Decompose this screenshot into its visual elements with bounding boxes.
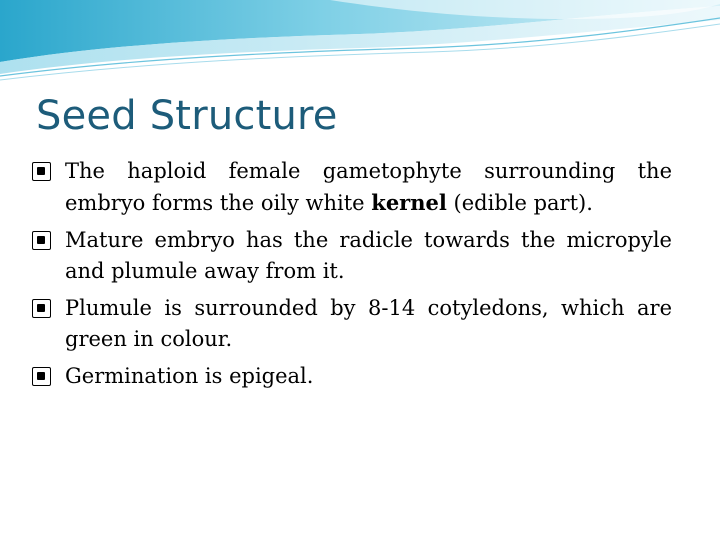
- missing-glyph-box-icon: [32, 299, 51, 318]
- bullet-item: [32, 225, 672, 287]
- missing-glyph-box-icon: [32, 367, 51, 386]
- bullet-text: Mature embryo has the radicle towards the micropyle and plumule away from it.: [65, 228, 672, 283]
- header-wave-decoration: [0, 0, 720, 90]
- bullet-list: [32, 156, 672, 392]
- bullet-emphasis: kernel: [371, 190, 447, 215]
- bullet-text: Plumule is surrounded by 8-14 cotyledons, which are green in colour.: [65, 296, 672, 351]
- bullet-text: (edible part).: [446, 191, 593, 215]
- bullet-item: [32, 156, 672, 219]
- bullet-item: [32, 293, 672, 355]
- bullet-text: The haploid female gametophyte surrounding the embryo forms the oily white: [65, 159, 672, 215]
- missing-glyph-box-icon: [32, 162, 51, 181]
- bullet-item: [32, 361, 672, 392]
- bullet-text: Germination is epigeal.: [65, 364, 314, 388]
- slide-title: Seed Structure: [36, 93, 338, 139]
- missing-glyph-box-icon: [32, 231, 51, 250]
